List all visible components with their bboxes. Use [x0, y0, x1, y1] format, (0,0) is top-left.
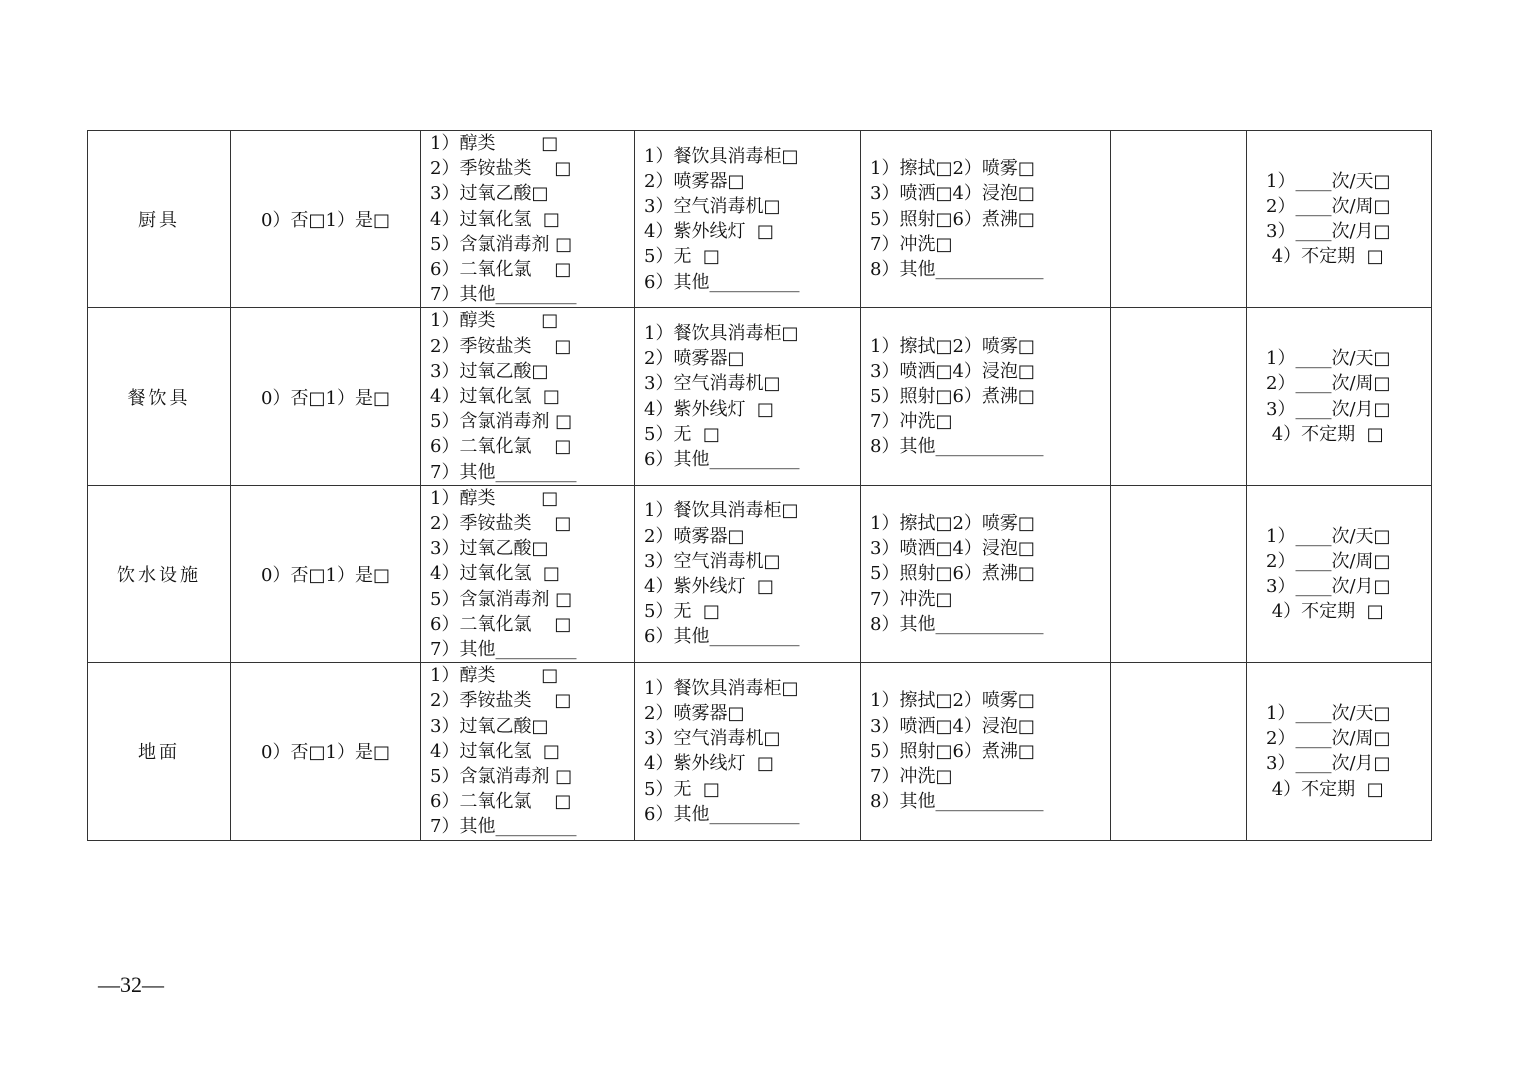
method-options-cell[interactable]	[861, 663, 1111, 840]
disinfection-survey-table	[87, 130, 1432, 841]
used-option-cell[interactable]	[231, 485, 421, 662]
used-options[interactable]: 0）否□1）是□	[261, 565, 390, 587]
method-options[interactable]: 1）擦拭□2）喷雾□ 3）喷洒□4）浸泡□ 5）照射□6）煮沸□ 7）冲洗□ 8）其他____________	[870, 158, 1044, 281]
table-row	[88, 131, 1432, 308]
equipment-options[interactable]: 1）餐饮具消毒柜□ 2）喷雾器□ 3）空气消毒机□ 4）紫外线灯 □ 5）无 □ 6）其他__________	[644, 677, 800, 825]
equipment-options[interactable]: 1）餐饮具消毒柜□ 2）喷雾器□ 3）空气消毒机□ 4）紫外线灯 □ 5）无 □ 6）其他__________	[644, 145, 800, 293]
frequency-options-cell[interactable]	[1247, 308, 1432, 485]
blank-cell[interactable]	[1111, 308, 1247, 485]
blank-cell[interactable]	[1111, 485, 1247, 662]
table-row	[88, 485, 1432, 662]
frequency-options-cell[interactable]	[1247, 485, 1432, 662]
agent-options-cell[interactable]	[421, 663, 635, 840]
used-option-cell[interactable]	[231, 131, 421, 308]
frequency-options[interactable]: 1）____次/天□ 2）____次/周□ 3）____次/月□ 4）不定期 □	[1266, 525, 1391, 623]
agent-options-cell[interactable]	[421, 308, 635, 485]
method-options[interactable]: 1）擦拭□2）喷雾□ 3）喷洒□4）浸泡□ 5）照射□6）煮沸□ 7）冲洗□ 8）其他____________	[870, 690, 1044, 813]
equipment-options-cell[interactable]	[635, 131, 861, 308]
used-option-cell[interactable]	[231, 308, 421, 485]
table-row	[88, 308, 1432, 485]
agent-options[interactable]: 1）醇类 □ 2）季铵盐类 □ 3）过氧乙酸□ 4）过氧化氢 □ 5）含氯消毒剂 □ 6）二氧化氯 □ 7）其他_________	[430, 133, 577, 306]
method-options[interactable]: 1）擦拭□2）喷雾□ 3）喷洒□4）浸泡□ 5）照射□6）煮沸□ 7）冲洗□ 8）其他____________	[870, 513, 1044, 635]
agent-options[interactable]: 1）醇类 □ 2）季铵盐类 □ 3）过氧乙酸□ 4）过氧化氢 □ 5）含氯消毒剂 □ 6）二氧化氯 □ 7）其他_________	[430, 310, 577, 483]
table-row	[88, 663, 1432, 840]
equipment-options[interactable]: 1）餐饮具消毒柜□ 2）喷雾器□ 3）空气消毒机□ 4）紫外线灯 □ 5）无 □ 6）其他__________	[644, 500, 800, 648]
used-option-cell[interactable]	[231, 663, 421, 840]
agent-options-cell[interactable]	[421, 131, 635, 308]
item-label-cell	[88, 663, 231, 840]
agent-options-cell[interactable]	[421, 485, 635, 662]
blank-cell[interactable]	[1111, 663, 1247, 840]
frequency-options[interactable]: 1）____次/天□ 2）____次/周□ 3）____次/月□ 4）不定期 □	[1266, 703, 1391, 800]
used-options[interactable]: 0）否□1）是□	[261, 742, 390, 764]
page-number: —32—	[98, 972, 164, 997]
equipment-options-cell[interactable]	[635, 308, 861, 485]
method-options-cell[interactable]	[861, 131, 1111, 308]
item-label-cell	[88, 131, 231, 308]
method-options-cell[interactable]	[861, 308, 1111, 485]
equipment-options-cell[interactable]	[635, 663, 861, 840]
item-label: 餐饮具	[127, 387, 191, 409]
blank-cell[interactable]	[1111, 131, 1247, 308]
used-options[interactable]: 0）否□1）是□	[261, 210, 390, 232]
frequency-options-cell[interactable]	[1247, 663, 1432, 840]
equipment-options[interactable]: 1）餐饮具消毒柜□ 2）喷雾器□ 3）空气消毒机□ 4）紫外线灯 □ 5）无 □ 6）其他__________	[644, 323, 800, 471]
item-label: 地面	[138, 742, 180, 764]
frequency-options[interactable]: 1）____次/天□ 2）____次/周□ 3）____次/月□ 4）不定期 □	[1266, 170, 1391, 268]
agent-options[interactable]: 1）醇类 □ 2）季铵盐类 □ 3）过氧乙酸□ 4）过氧化氢 □ 5）含氯消毒剂 □ 6）二氧化氯 □ 7）其他_________	[430, 665, 577, 838]
item-label: 饮水设施	[117, 565, 201, 587]
method-options[interactable]: 1）擦拭□2）喷雾□ 3）喷洒□4）浸泡□ 5）照射□6）煮沸□ 7）冲洗□ 8）其他____________	[870, 335, 1044, 458]
method-options-cell[interactable]	[861, 485, 1111, 662]
frequency-options[interactable]: 1）____次/天□ 2）____次/周□ 3）____次/月□ 4）不定期 □	[1266, 348, 1391, 445]
used-options[interactable]: 0）否□1）是□	[261, 387, 390, 409]
frequency-options-cell[interactable]	[1247, 131, 1432, 308]
equipment-options-cell[interactable]	[635, 485, 861, 662]
item-label-cell	[88, 308, 231, 485]
agent-options[interactable]: 1）醇类 □ 2）季铵盐类 □ 3）过氧乙酸□ 4）过氧化氢 □ 5）含氯消毒剂 □ 6）二氧化氯 □ 7）其他_________	[430, 487, 577, 661]
item-label: 厨具	[138, 210, 180, 232]
item-label-cell	[88, 485, 231, 662]
